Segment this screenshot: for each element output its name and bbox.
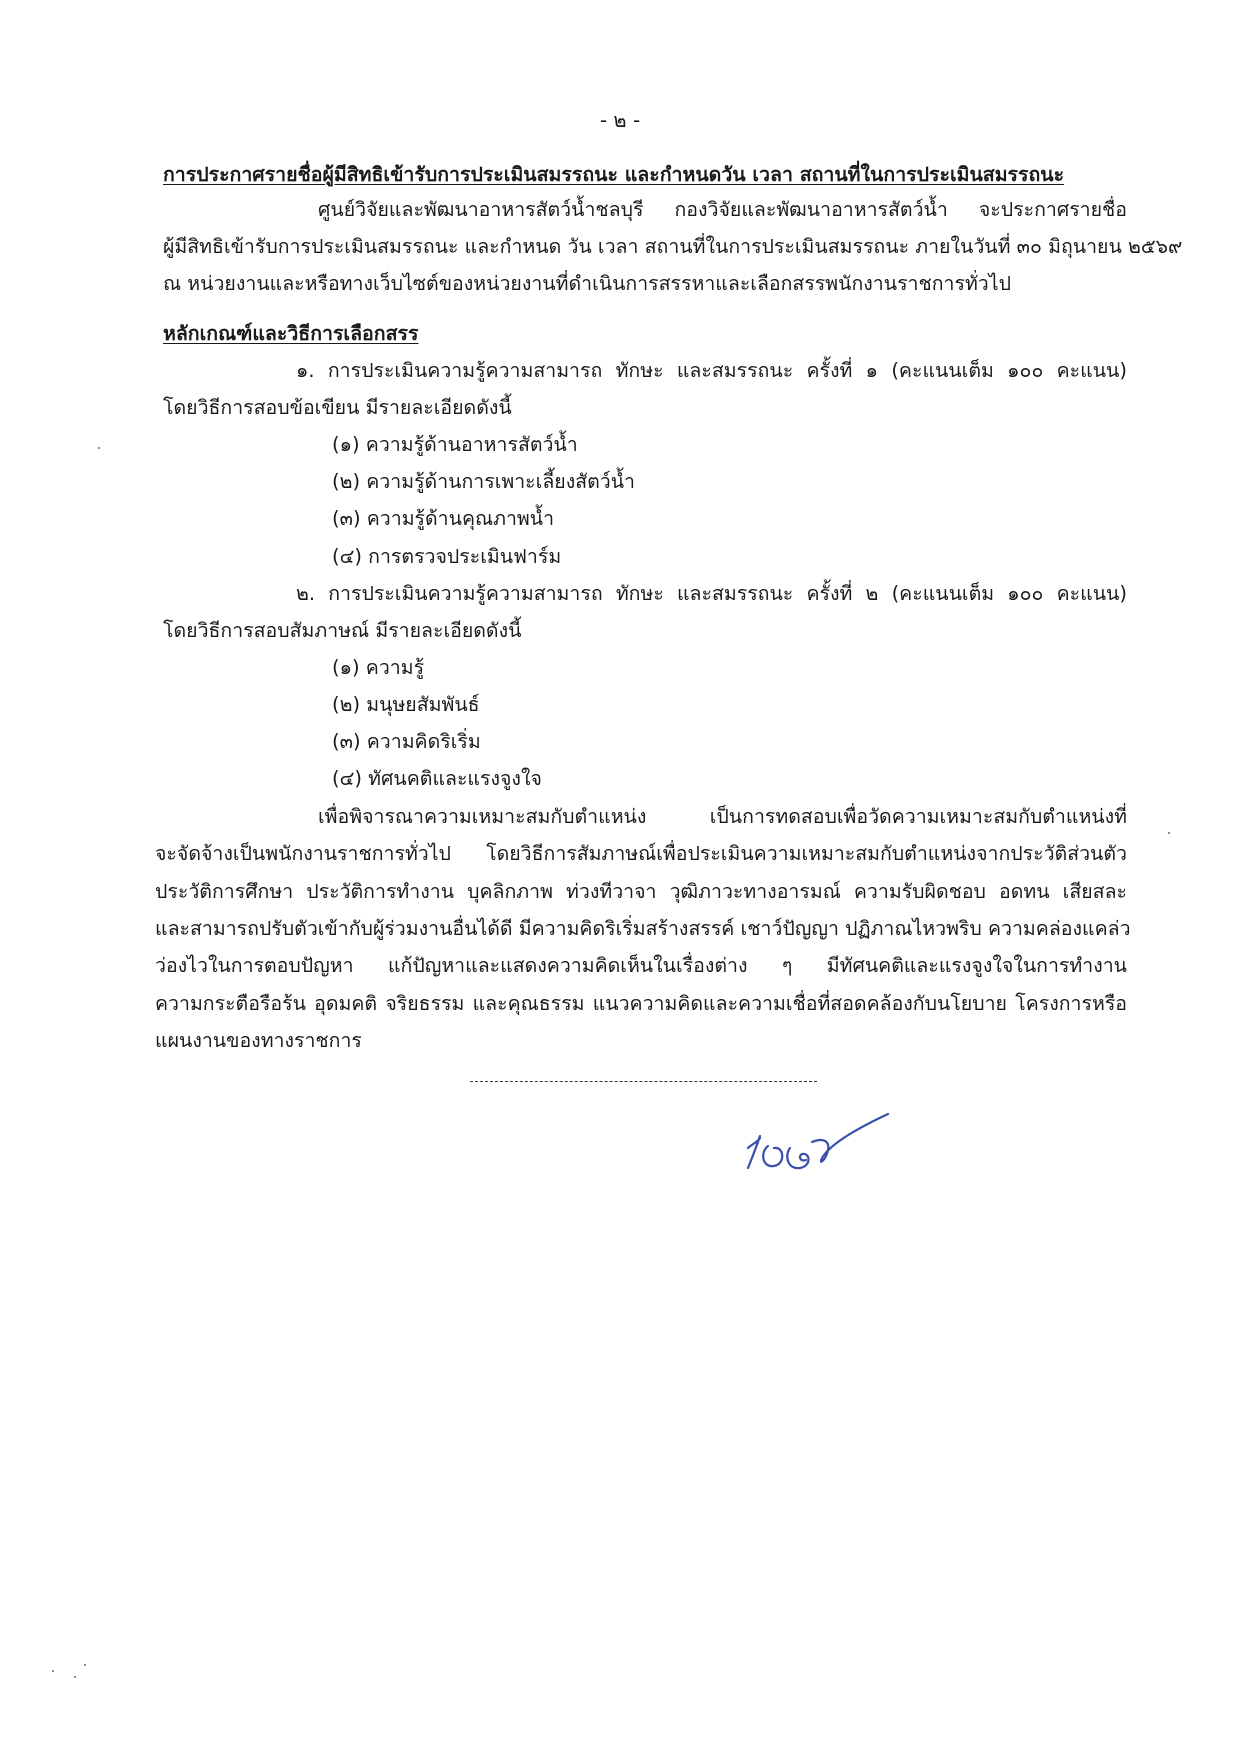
scan-speck [1168,832,1170,834]
criteria-part2-item-1: (๑) ความรู้ [332,656,425,679]
criteria-part2-item-3: (๓) ความคิดริเริ่ม [332,730,481,753]
paragraph-line-4: และสามารถปรับตัวเข้ากับผู้ร่วมงานอื่นได้ดี มีความคิดริเริ่มสร้างสรรค์ เชาว์ปัญญา ปฏิภาณไหวพริบ ความคล่องแคล่ว [155,917,1131,940]
scan-speck [98,447,100,449]
criteria-part1-item-1: (๑) ความรู้ด้านอาหารสัตว์น้ำ [332,433,578,456]
paragraph-line-2: จะจัดจ้างเป็นพนักงานราชการทั่วไป โดยวิธีการสัมภาษณ์เพื่อประเมินความเหมาะสมกับตำแหน่งจากประวัติส่วนตัว [155,842,1127,865]
criteria-part2-item-4: (๔) ทัศนคติและแรงจูงใจ [332,767,542,790]
announcement-line-1: ศูนย์วิจัยและพัฒนาอาหารสัตว์น้ำชลบุรี กองวิจัยและพัฒนาอาหารสัตว์น้ำ จะประกาศรายชื่อ [318,198,1127,221]
announcement-line-2: ผู้มีสิทธิเข้ารับการประเมินสมรรถนะ และกำหนด วัน เวลา สถานที่ในการประเมินสมรรถนะ ภายในวันที่ ๓๐ มิถุนายน ๒๕๖๙ [163,235,1183,258]
section-heading-announcement: การประกาศรายชื่อผู้มีสิทธิเข้ารับการประเมินสมรรถนะ และกำหนดวัน เวลา สถานที่ในการประเมินสมรรถนะ [163,163,1065,186]
criteria-part2-item-2: (๒) มนุษยสัมพันธ์ [332,693,480,716]
criteria-part1-item-4: (๔) การตรวจประเมินฟาร์ม [332,545,562,568]
paragraph-line-3: ประวัติการศึกษา ประวัติการทำงาน บุคลิกภาพ ท่วงทีวาจา วุฒิภาวะทางอารมณ์ ความรับผิดชอบ อดทน เสียสละ [155,880,1127,903]
paragraph-line-6: ความกระตือรือร้น อุดมคติ จริยธรรม และคุณธรรม แนวความคิดและความเชื่อที่สอดคล้องกับนโยบาย โครงการหรือ [155,992,1127,1015]
announcement-line-3: ณ หน่วยงานและหรือทางเว็บไซต์ของหน่วยงานที่ดำเนินการสรรหาและเลือกสรรพนักงานราชการทั่วไป [163,272,1011,295]
paragraph-line-5: ว่องไวในการตอบปัญหา แก้ปัญหาและแสดงความคิดเห็นในเรื่องต่าง ๆ มีทัศนคติและแรงจูงใจในการทำงาน [155,954,1127,977]
criteria-part1-line-1: ๑. การประเมินความรู้ความสามารถ ทักษะ และสมรรถนะ ครั้งที่ ๑ (คะแนนเต็ม ๑๐๐ คะแนน) [296,359,1127,382]
page-number: - ๒ - [599,108,641,132]
end-separator [470,1081,817,1082]
handwritten-signature [738,1108,908,1188]
paragraph-line-1: เพื่อพิจารณาความเหมาะสมกับตำแหน่ง เป็นการทดสอบเพื่อวัดความเหมาะสมกับตำแหน่งที่ [318,805,1127,828]
criteria-part2-line-2: โดยวิธีการสอบสัมภาษณ์ มีรายละเอียดดังนี้ [163,619,522,642]
scan-speck [52,1670,54,1672]
criteria-part1-line-2: โดยวิธีการสอบข้อเขียน มีรายละเอียดดังนี้ [163,396,512,419]
criteria-part1-item-2: (๒) ความรู้ด้านการเพาะเลี้ยงสัตว์น้ำ [332,470,636,493]
scan-speck [84,1664,86,1666]
criteria-part2-line-1: ๒. การประเมินความรู้ความสามารถ ทักษะ และสมรรถนะ ครั้งที่ ๒ (คะแนนเต็ม ๑๐๐ คะแนน) [296,582,1127,605]
section-heading-criteria: หลักเกณฑ์และวิธีการเลือกสรร [163,322,419,345]
criteria-part1-item-3: (๓) ความรู้ด้านคุณภาพน้ำ [332,507,555,530]
scan-speck [74,1676,76,1678]
paragraph-line-7: แผนงานของทางราชการ [155,1029,362,1052]
